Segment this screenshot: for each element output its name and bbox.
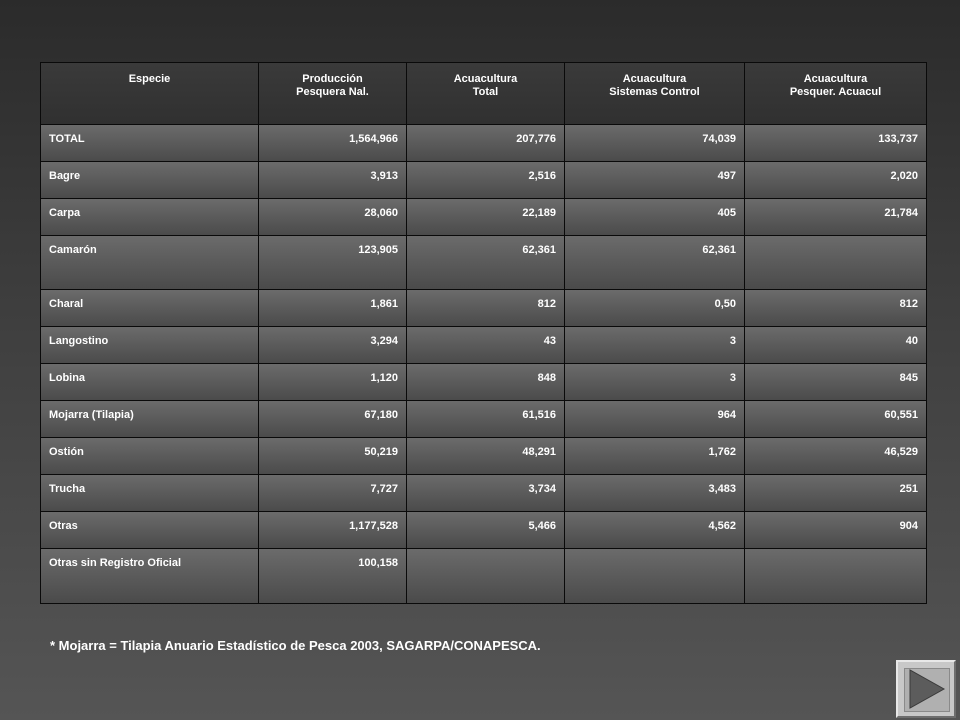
table-row (41, 401, 927, 438)
species-cell: Ostión (41, 438, 259, 475)
species-cell: Lobina (41, 364, 259, 401)
sistemas-control-cell: 405 (565, 199, 745, 236)
header-acuacultura-pesquer-acuacul (745, 63, 927, 125)
pesquer-acuacul-cell: 60,551 (745, 401, 927, 438)
fisheries-production-table (40, 62, 927, 604)
sistemas-control-cell: 62,361 (565, 236, 745, 290)
pesquer-acuacul-cell: 812 (745, 290, 927, 327)
sistemas-control-cell (565, 549, 745, 604)
species-cell: Langostino (41, 327, 259, 364)
produccion-cell: 1,564,966 (259, 125, 407, 162)
header-especie (41, 63, 259, 125)
header-acuacultura-total (407, 63, 565, 125)
produccion-cell: 7,727 (259, 475, 407, 512)
table-row (41, 236, 927, 290)
pesquer-acuacul-cell: 904 (745, 512, 927, 549)
acuacultura-total-cell: 848 (407, 364, 565, 401)
pesquer-acuacul-cell: 40 (745, 327, 927, 364)
acuacultura-total-cell: 48,291 (407, 438, 565, 475)
sistemas-control-cell: 497 (565, 162, 745, 199)
species-cell: Otras (41, 512, 259, 549)
produccion-cell: 100,158 (259, 549, 407, 604)
header-line: Acuacultura (453, 73, 518, 85)
header-line: Sistemas Control (609, 86, 700, 98)
header-line: Acuacultura (803, 73, 868, 85)
acuacultura-total-cell (407, 549, 565, 604)
table-header-row (41, 63, 927, 125)
table-row (41, 512, 927, 549)
produccion-cell: 3,913 (259, 162, 407, 199)
play-triangle-icon (898, 662, 954, 716)
source-footnote: * Mojarra = Tilapia Anuario Estadístico de Pesca 2003, SAGARPA/CONAPESCA. (50, 638, 541, 653)
table-row (41, 199, 927, 236)
header-produccion-pesquera (259, 63, 407, 125)
sistemas-control-cell: 964 (565, 401, 745, 438)
sistemas-control-cell: 3 (565, 327, 745, 364)
table-row (41, 475, 927, 512)
pesquer-acuacul-cell: 21,784 (745, 199, 927, 236)
pesquer-acuacul-cell: 845 (745, 364, 927, 401)
table-row (41, 327, 927, 364)
table-row (41, 549, 927, 604)
header-line: Total (472, 86, 499, 98)
species-cell: Bagre (41, 162, 259, 199)
produccion-cell: 1,120 (259, 364, 407, 401)
sistemas-control-cell: 4,562 (565, 512, 745, 549)
produccion-cell: 123,905 (259, 236, 407, 290)
sistemas-control-cell: 1,762 (565, 438, 745, 475)
produccion-cell: 67,180 (259, 401, 407, 438)
acuacultura-total-cell: 207,776 (407, 125, 565, 162)
acuacultura-total-cell: 3,734 (407, 475, 565, 512)
species-cell: Otras sin Registro Oficial (41, 549, 259, 604)
header-line: Pesquera Nal. (296, 86, 369, 98)
next-slide-button[interactable] (896, 660, 956, 718)
produccion-cell: 50,219 (259, 438, 407, 475)
acuacultura-total-cell: 62,361 (407, 236, 565, 290)
header-line: Especie (128, 73, 171, 85)
acuacultura-total-cell: 43 (407, 327, 565, 364)
species-cell: Mojarra (Tilapia) (41, 401, 259, 438)
produccion-cell: 1,177,528 (259, 512, 407, 549)
pesquer-acuacul-cell: 133,737 (745, 125, 927, 162)
pesquer-acuacul-cell: 46,529 (745, 438, 927, 475)
pesquer-acuacul-cell: 2,020 (745, 162, 927, 199)
table-row (41, 125, 927, 162)
pesquer-acuacul-cell (745, 236, 927, 290)
species-cell: Carpa (41, 199, 259, 236)
species-cell: Trucha (41, 475, 259, 512)
acuacultura-total-cell: 812 (407, 290, 565, 327)
table-row (41, 162, 927, 199)
species-cell: TOTAL (41, 125, 259, 162)
table-row (41, 438, 927, 475)
species-cell: Charal (41, 290, 259, 327)
produccion-cell: 1,861 (259, 290, 407, 327)
header-line: Producción (302, 73, 363, 85)
pesquer-acuacul-cell (745, 549, 927, 604)
header-line: Acuacultura (622, 73, 687, 85)
acuacultura-total-cell: 2,516 (407, 162, 565, 199)
sistemas-control-cell: 3,483 (565, 475, 745, 512)
acuacultura-total-cell: 61,516 (407, 401, 565, 438)
header-line: Pesquer. Acuacul (789, 86, 882, 98)
produccion-cell: 3,294 (259, 327, 407, 364)
header-acuacultura-sistemas-control (565, 63, 745, 125)
sistemas-control-cell: 0,50 (565, 290, 745, 327)
table-row (41, 364, 927, 401)
produccion-cell: 28,060 (259, 199, 407, 236)
sistemas-control-cell: 74,039 (565, 125, 745, 162)
pesquer-acuacul-cell: 251 (745, 475, 927, 512)
table-row (41, 290, 927, 327)
species-cell: Camarón (41, 236, 259, 290)
sistemas-control-cell: 3 (565, 364, 745, 401)
acuacultura-total-cell: 22,189 (407, 199, 565, 236)
acuacultura-total-cell: 5,466 (407, 512, 565, 549)
